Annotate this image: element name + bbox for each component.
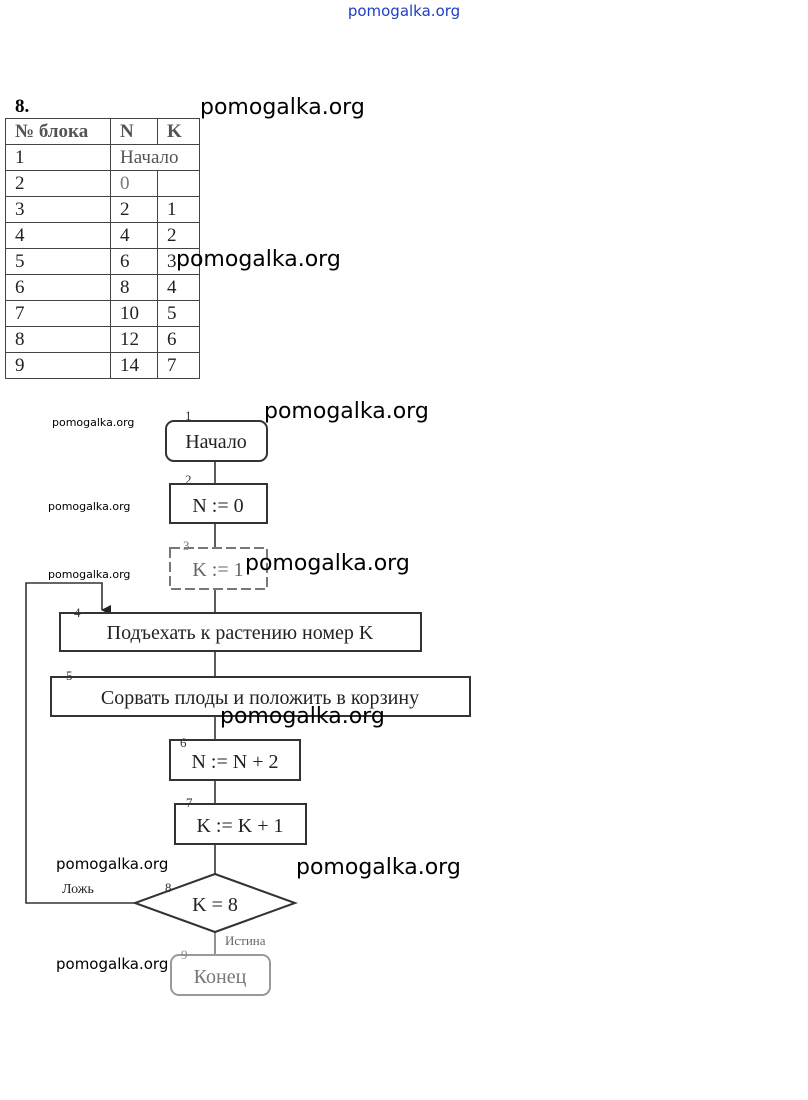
cell-block: 7	[6, 301, 111, 327]
block-text: K := 1	[192, 559, 244, 581]
true-label: Истина	[225, 933, 266, 948]
block-number: 1	[185, 408, 192, 423]
block-number: 4	[74, 605, 81, 620]
block-text: Сорвать плоды и положить в корзину	[100, 687, 420, 709]
block-8	[135, 874, 295, 932]
task-number: 8.	[15, 96, 30, 117]
cell-n: 4	[111, 223, 158, 249]
cell-merged: Начало	[111, 145, 200, 171]
header-k: K	[158, 119, 200, 145]
watermark: pomogalka.org	[220, 704, 385, 729]
header-block: № блока	[6, 119, 111, 145]
block-number: 2	[185, 472, 192, 487]
watermark: pomogalka.org	[48, 568, 131, 581]
cell-n: 14	[111, 353, 158, 379]
block-text: Начало	[185, 431, 247, 453]
cell-n: 0	[111, 171, 158, 197]
block-text: K = 8	[192, 894, 238, 916]
watermark: pomogalka.org	[56, 855, 169, 873]
cell-k: 1	[158, 197, 200, 223]
watermark: pomogalka.org	[200, 95, 365, 120]
cell-block: 3	[6, 197, 111, 223]
cell-block: 8	[6, 327, 111, 353]
block-6	[170, 735, 300, 780]
block-number: 9	[181, 947, 188, 962]
cell-block: 4	[6, 223, 111, 249]
cell-k: 6	[158, 327, 200, 353]
watermark: pomogalka.org	[56, 955, 169, 973]
false-label: Ложь	[62, 882, 94, 897]
cell-k: 4	[158, 275, 200, 301]
block-2	[170, 472, 267, 523]
cell-k: 3	[158, 249, 200, 275]
cell-block: 1	[6, 145, 111, 171]
block-number: 6	[180, 735, 187, 750]
block-number: 3	[183, 538, 190, 553]
block-7	[175, 795, 306, 844]
cell-k: 7	[158, 353, 200, 379]
cell-k: 2	[158, 223, 200, 249]
block-text: Конец	[193, 966, 247, 988]
cell-block: 2	[6, 171, 111, 197]
block-9	[171, 947, 270, 995]
block-1	[166, 408, 267, 461]
cell-block: 9	[6, 353, 111, 379]
block-number: 5	[66, 668, 73, 683]
cell-n: 12	[111, 327, 158, 353]
header-n: N	[111, 119, 158, 145]
watermark: pomogalka.org	[264, 399, 429, 424]
cell-block: 6	[6, 275, 111, 301]
block-text: Подъехать к растению номер K	[106, 622, 374, 644]
cell-block: 5	[6, 249, 111, 275]
watermark: pomogalka.org	[52, 416, 135, 429]
watermark: pomogalka.org	[48, 500, 131, 513]
block-text: N := 0	[192, 495, 244, 517]
cell-k: 5	[158, 301, 200, 327]
cell-n: 2	[111, 197, 158, 223]
block-text: K := K + 1	[196, 815, 284, 837]
cell-n: 6	[111, 249, 158, 275]
cell-n: 10	[111, 301, 158, 327]
watermark: pomogalka.org	[176, 247, 341, 272]
block-4	[60, 605, 421, 651]
block-number: 8	[165, 880, 172, 895]
block-number: 7	[186, 795, 193, 810]
watermark: pomogalka.org	[245, 551, 410, 576]
cell-n: 8	[111, 275, 158, 301]
site-link[interactable]: pomogalka.org	[347, 2, 461, 20]
watermark: pomogalka.org	[296, 855, 461, 880]
block-text: N := N + 2	[191, 751, 279, 773]
